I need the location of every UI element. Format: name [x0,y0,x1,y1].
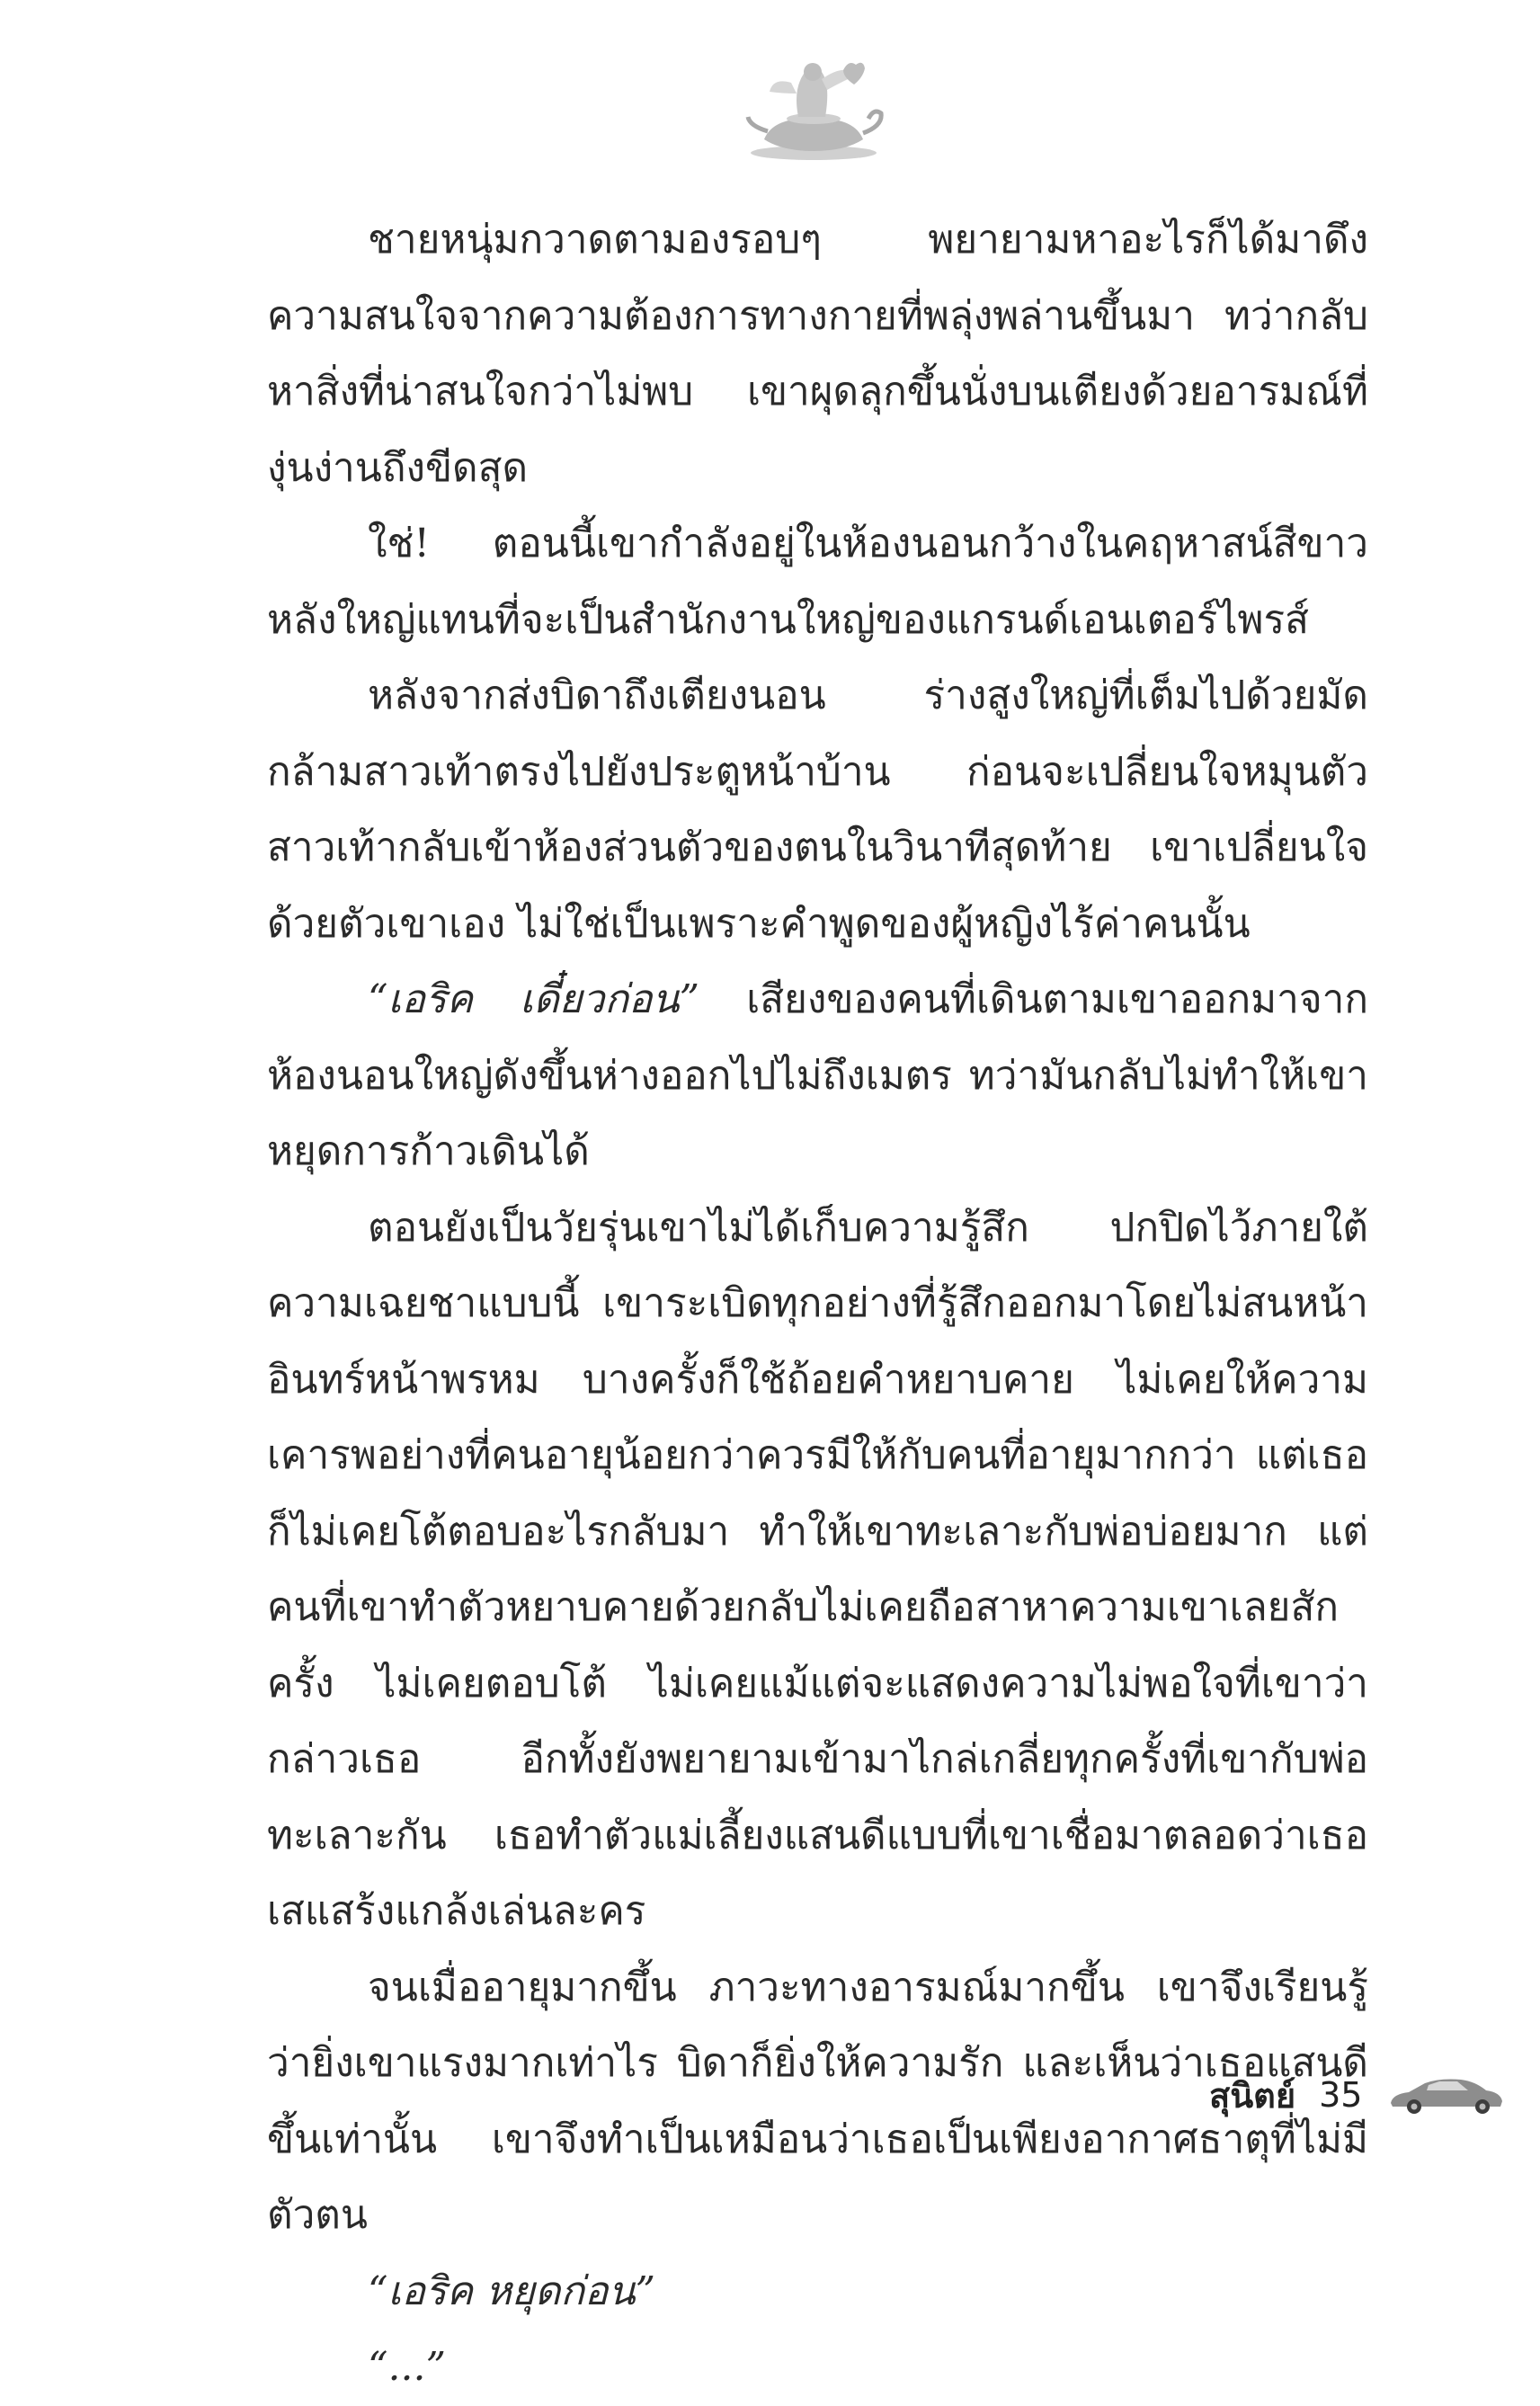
dialogue-quote: “เอริค หยุดก่อน” [368,2268,656,2314]
book-title: สุนิตย์ [1209,2075,1296,2116]
body-text [267,202,1368,2406]
cupid-teapot-icon [737,54,890,171]
paragraph-7 [267,2254,1368,2330]
paragraph-8 [267,2330,1368,2406]
page-footer [1209,2068,1507,2122]
paragraph-2: ใช่! ตอนนี้เขากำลังอยู่ในห้องนอนกว้างในคฤหาสน์สีขาวหลังใหญ่แทนที่จะเป็นสำนักงานใหญ่ของแกรนด์เอนเตอร์ไพรส์ [267,521,1368,643]
paragraph-1: ชายหนุ่มกวาดตามองรอบๆ พยายามหาอะไรก็ได้มาดึงความสนใจจากความต้องการทางกายที่พลุ่งพล่านขึ้นมา ทว่ากลับหาสิ่งที่น่าสนใจกว่าไม่พบ เขาผุดลุกขึ้นนั่งบนเตียงด้วยอารมณ์ที่งุ่นง่านถึงขีดสุด [267,217,1368,491]
dialogue-quote: “เอริค เดี๋ยวก่อน” [368,976,699,1022]
paragraph-6: จนเมื่ออายุมากขึ้น ภาวะทางอารมณ์มากขึ้น เขาจึงเรียนรู้ว่ายิ่งเขาแรงมากเท่าไร บิดาก็ยิ่งให้ความรัก และเห็นว่าเธอแสนดีขึ้นเท่านั้น เขาจึงทำเป็นเหมือนว่าเธอเป็นเพียงอากาศธาตุที่ไม่มีตัวตน [267,1964,1368,2238]
paragraph-5: ตอนยังเป็นวัยรุ่นเขาไม่ได้เก็บความรู้สึก ปกปิดไว้ภายใต้ความเฉยชาแบบนี้ เขาระเบิดทุกอย่างที่รู้สึกออกมาโดยไม่สนหน้าอินทร์หน้าพรหม บางครั้งก็ใช้ถ้อยคำหยาบคาย ไม่เคยให้ความเคารพอย่างที่คนอายุน้อยกว่าควรมีให้กับคนที่อายุมากกว่า แต่เธอก็ไม่เคยโต้ตอบอะไรกลับมา ทำให้เขาทะเลาะกับพ่อบ่อยมาก แต่คนที่เขาทำตัวหยาบคายด้วยกลับไม่เคยถือสาหาความเขาเลยสักครั้ง ไม่เคยตอบโต้ ไม่เคยแม้แต่จะแสดงความไม่พอใจที่เขาว่ากล่าวเธอ อีกทั้งยังพยายามเข้ามาไกล่เกลี่ยทุกครั้งที่เขากับพ่อทะเลาะกัน เธอทำตัวแม่เลี้ยงแสนดีแบบที่เขาเชื่อมาตลอดว่าเธอเสแสร้งแกล้งเล่นละคร [267,1204,1368,1934]
paragraph-3: หลังจากส่งบิดาถึงเตียงนอน ร่างสูงใหญ่ที่เต็มไปด้วยมัดกล้ามสาวเท้าตรงไปยังประตูหน้าบ้าน ก่อนจะเปลี่ยนใจหมุนตัวสาวเท้ากลับเข้าห้องส่วนตัวของตนในวินาทีสุดท้าย เขาเปลี่ยนใจด้วยตัวเขาเอง ไม่ใช่เป็นเพราะคำพูดของผู้หญิงไร้ค่าคนนั้น [267,673,1368,947]
dialogue-quote: “...” [368,2344,446,2390]
page-number: 35 [1319,2075,1363,2115]
paragraph-4: “เอริค เดี๋ยวก่อน” เสียงของคนที่เดินตามเขาออกมาจากห้องนอนใหญ่ดังขึ้นห่างออกไปไม่ถึงเมตร ทว่ามันกลับไม่ทำให้เขาหยุดการก้าวเดินได้ [267,976,1368,1174]
sedan-car-icon [1385,2072,1507,2117]
